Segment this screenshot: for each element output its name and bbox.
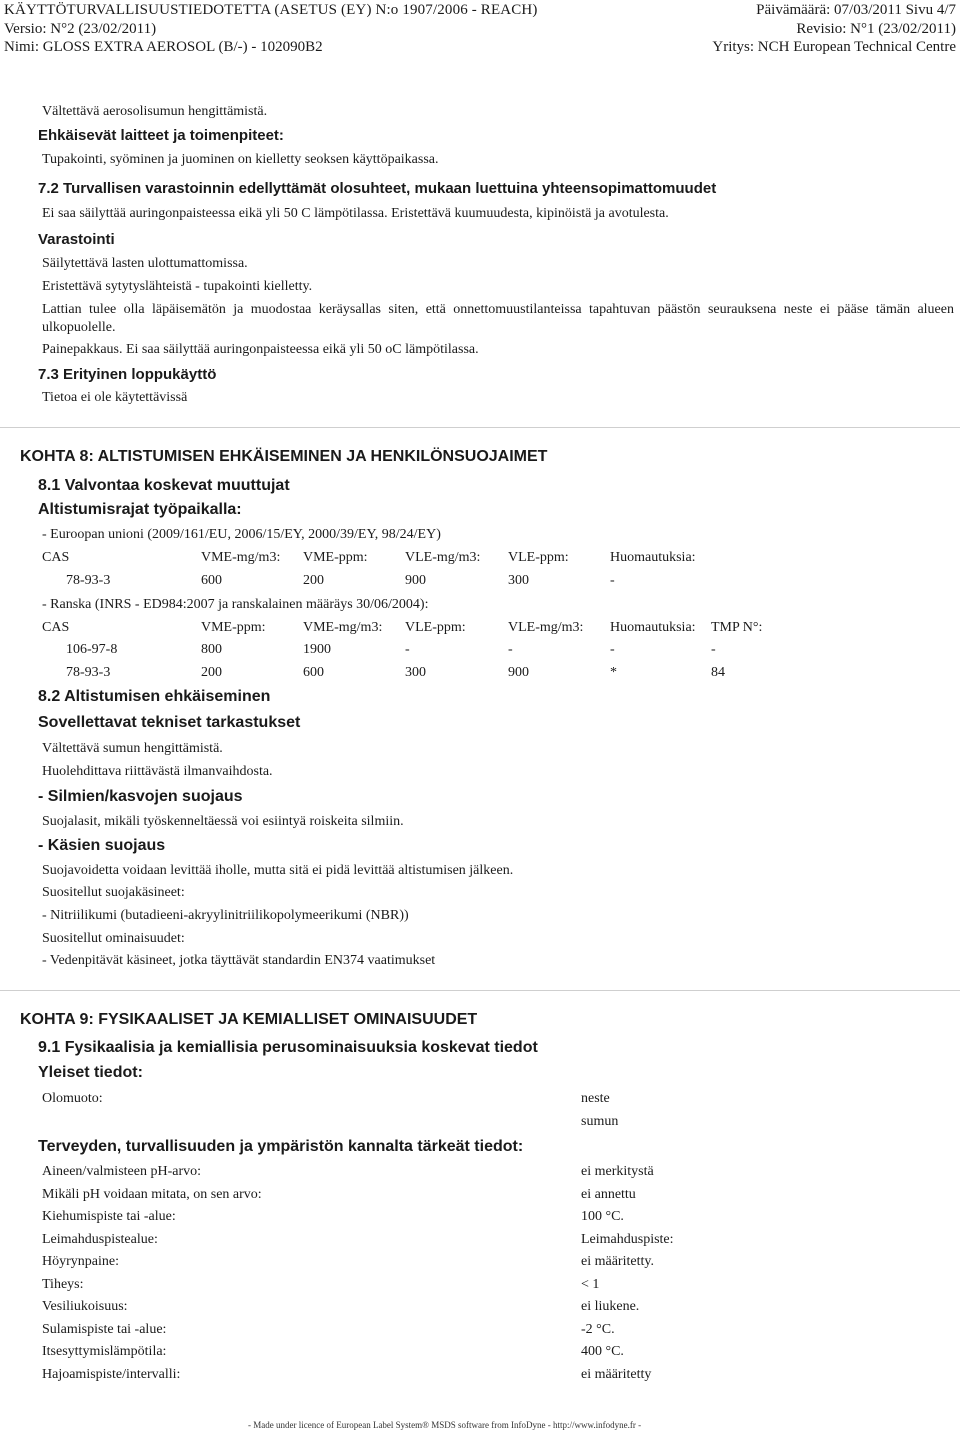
general-info-heading: Yleiset tiedot: [38, 1064, 143, 1081]
technical-control-line: Vältettävä sumun hengittämistä. [42, 741, 223, 756]
table-header-cell: VME-mg/m3: [303, 620, 383, 635]
property-value: ei liukene. [581, 1299, 640, 1314]
table-cell: 300 [405, 665, 426, 680]
table-cell: 200 [303, 573, 324, 588]
section-7-2-text: Ei saa säilyttää auringonpaisteessa eikä yli 50 C lämpötilassa. Eristettävä kuumuudesta, kipinöistä ja avotulesta. [42, 206, 669, 221]
section-8-2-heading: 8.2 Altistumisen ehkäiseminen [38, 688, 271, 705]
table-cell: 200 [201, 665, 222, 680]
property-label: Sulamispiste tai -alue: [42, 1322, 167, 1337]
table-cell: - [610, 642, 615, 657]
table-cell: 106-97-8 [66, 642, 118, 657]
exposure-limits-heading: Altistumisrajat työpaikalla: [38, 501, 242, 518]
section-7-2-heading: 7.2 Turvallisen varastoinnin edellyttämät olosuhteet, mukaan luettuina yhteensopimattomuudet [38, 180, 717, 197]
avoid-aerosol-text: Vältettävä aerosolisumun hengittämistä. [42, 104, 268, 119]
footer-text: - Made under licence of European Label System® MSDS software from InfoDyne - http://www.infodyne.fr - [248, 1420, 642, 1430]
revision: Revisio: N°1 (23/02/2011) [796, 21, 956, 37]
preventive-heading: Ehkäisevät laitteet ja toimenpiteet: [38, 127, 284, 144]
section-divider [0, 427, 960, 428]
hand-protection-line: - Nitriilikumi (butadieeni-akryylinitriilikopolymeerikumi (NBR)) [42, 908, 409, 923]
hand-protection-line: - Vedenpitävät käsineet, jotka täyttävät standardin EN374 vaatimukset [42, 953, 436, 968]
property-label: Itsesyttymislämpötila: [42, 1344, 167, 1359]
table-cell: - [610, 573, 615, 588]
table-cell: 600 [201, 573, 222, 588]
property-value: Leimahduspiste: [581, 1232, 674, 1247]
hand-protection-heading: - Käsien suojaus [38, 837, 166, 854]
section-7-3-heading: 7.3 Erityinen loppukäyttö [38, 366, 217, 383]
form-value: sumun [581, 1114, 619, 1129]
eye-protection-text: Suojalasit, mikäli työskenneltäessä voi esiintyä roiskeita silmiin. [42, 814, 404, 829]
table-cell: 84 [711, 665, 725, 680]
table-cell: - [711, 642, 716, 657]
property-value: ei merkitystä [581, 1164, 654, 1179]
section-8-1-heading: 8.1 Valvontaa koskevat muuttujat [38, 477, 290, 494]
property-label: Leimahduspistealue: [42, 1232, 158, 1247]
eu-intro: - Euroopan unioni (2009/161/EU, 2006/15/EY, 2000/39/EY, 98/24/EY) [42, 527, 441, 542]
table-cell: 1900 [303, 642, 331, 657]
table-header-cell: Huomautuksia: [610, 620, 696, 635]
property-label: Höyrynpaine: [42, 1254, 119, 1269]
document-title: KÄYTTÖTURVALLISUUSTIEDOTETTA (ASETUS (EY) N:o 1907/2006 - REACH) [4, 2, 538, 18]
product-name: Nimi: GLOSS EXTRA AEROSOL (B/-) - 102090B2 [4, 39, 323, 55]
table-header-cell: VLE-ppm: [508, 550, 569, 565]
table-cell: 78-93-3 [66, 665, 111, 680]
section-9-1-heading: 9.1 Fysikaalisia ja kemiallisia perusominaisuuksia koskevat tiedot [38, 1039, 538, 1056]
table-cell: 900 [405, 573, 426, 588]
storage-line: Painepakkaus. Ei saa säilyttää auringonpaisteessa eikä yli 50 oC lämpötilassa. [42, 342, 479, 357]
table-header-cell: VLE-ppm: [405, 620, 466, 635]
property-value: ei määritetty [581, 1367, 652, 1382]
property-value: 400 °C. [581, 1344, 624, 1359]
property-label: Mikäli pH voidaan mitata, on sen arvo: [42, 1187, 262, 1202]
property-value: -2 °C. [581, 1322, 615, 1337]
date-page: Päivämäärä: 07/03/2011 Sivu 4/7 [756, 2, 956, 18]
section-9-heading: KOHTA 9: FYSIKAALISET JA KEMIALLISET OMINAISUUDET [20, 1011, 478, 1028]
eye-protection-heading: - Silmien/kasvojen suojaus [38, 788, 243, 805]
property-value: < 1 [581, 1277, 600, 1292]
table-cell: 78-93-3 [66, 573, 111, 588]
property-label: Hajoamispiste/intervalli: [42, 1367, 181, 1382]
property-value: ei määritetty. [581, 1254, 654, 1269]
table-cell: - [405, 642, 410, 657]
version: Versio: N°2 (23/02/2011) [4, 21, 157, 37]
section-8-heading: KOHTA 8: ALTISTUMISEN EHKÄISEMINEN JA HENKILÖNSUOJAIMET [20, 448, 548, 465]
preventive-text: Tupakointi, syöminen ja juominen on kielletty seoksen käyttöpaikassa. [42, 152, 439, 167]
table-cell: 900 [508, 665, 529, 680]
technical-controls-heading: Sovellettavat tekniset tarkastukset [38, 714, 301, 731]
form-value: neste [581, 1091, 610, 1106]
hand-protection-line: Suositellut ominaisuudet: [42, 931, 185, 946]
company: Yritys: NCH European Technical Centre [712, 39, 956, 55]
table-header-cell: VME-mg/m3: [201, 550, 281, 565]
health-info-heading: Terveyden, turvallisuuden ja ympäristön kannalta tärkeät tiedot: [38, 1138, 524, 1155]
property-value: 100 °C. [581, 1209, 624, 1224]
storage-line: Lattian tulee olla läpäisemätön ja muodostaa keräysallas siten, että onnettomuustilanteissa tapahtuvan päästön seurauksena neste ei pääse tämän alueen ulkopuolelle. [42, 302, 954, 335]
table-header-cell: CAS [42, 620, 70, 635]
fr-intro: - Ranska (INRS - ED984:2007 ja ranskalainen määräys 30/06/2004): [42, 597, 429, 612]
table-header-cell: Huomautuksia: [610, 550, 696, 565]
section-divider [0, 990, 960, 991]
hand-protection-line: Suositellut suojakäsineet: [42, 885, 185, 900]
table-header-cell: VME-ppm: [303, 550, 368, 565]
table-header-cell: VLE-mg/m3: [405, 550, 481, 565]
hand-protection-line: Suojavoidetta voidaan levittää iholle, mutta sitä ei pidä levittää altistumisen jälkeen. [42, 863, 514, 878]
table-header-cell: CAS [42, 550, 70, 565]
property-label: Aineen/valmisteen pH-arvo: [42, 1164, 202, 1179]
table-header-cell: TMP N°: [711, 620, 763, 635]
table-cell: - [508, 642, 513, 657]
section-7-3-text: Tietoa ei ole käytettävissä [42, 390, 188, 405]
property-label: Vesiliukoisuus: [42, 1299, 128, 1314]
storage-heading: Varastointi [38, 231, 115, 248]
storage-line: Eristettävä sytytyslähteistä - tupakointi kielletty. [42, 279, 313, 294]
table-header-cell: VLE-mg/m3: [508, 620, 584, 635]
table-cell: 800 [201, 642, 222, 657]
table-cell: 600 [303, 665, 324, 680]
table-header-cell: VME-ppm: [201, 620, 266, 635]
form-label: Olomuoto: [42, 1091, 103, 1106]
storage-line: Säilytettävä lasten ulottumattomissa. [42, 256, 248, 271]
property-label: Kiehumispiste tai -alue: [42, 1209, 176, 1224]
property-value: ei annettu [581, 1187, 636, 1202]
table-cell: 300 [508, 573, 529, 588]
table-cell: * [610, 665, 617, 680]
property-label: Tiheys: [42, 1277, 84, 1292]
technical-control-line: Huolehdittava riittävästä ilmanvaihdosta. [42, 764, 273, 779]
